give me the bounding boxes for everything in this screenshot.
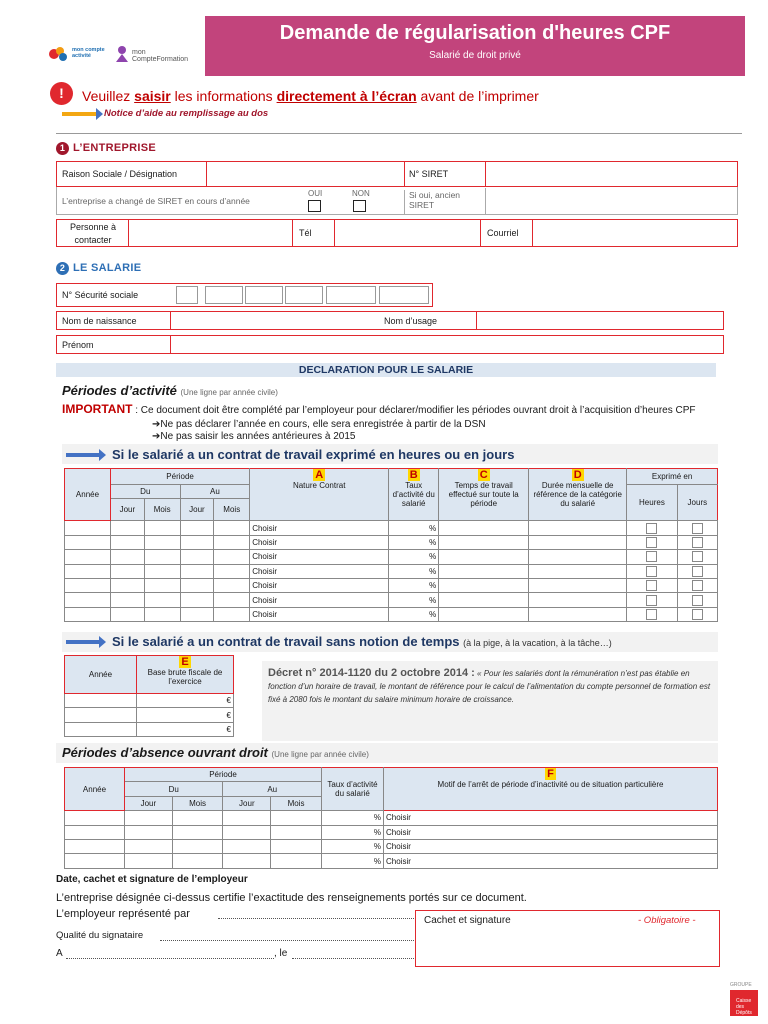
table-row: € xyxy=(65,708,234,722)
personne-label: Personne à contacter xyxy=(69,222,117,245)
usage-input[interactable] xyxy=(476,312,722,329)
personne-input[interactable] xyxy=(128,220,288,246)
oui-checkbox[interactable] xyxy=(308,200,321,212)
table-row: Choisir % xyxy=(65,607,718,621)
page-subtitle: Salarié de droit privé xyxy=(429,50,521,61)
contrat1-title: Si le salarié a un contrat de travail exprimé en heures ou en jours xyxy=(112,447,515,462)
col-nature: A Nature Contrat xyxy=(250,469,389,521)
col-au: Au xyxy=(180,485,250,499)
signature-title: Date, cachet et signature de l’employeur xyxy=(56,874,248,885)
c2-col-annee: Année xyxy=(65,656,137,694)
salarie-title: 2 LE SALARIE xyxy=(56,262,141,275)
logo-left-text: mon compte activité xyxy=(72,47,105,59)
jours-checkbox[interactable] xyxy=(692,609,703,620)
raison-label: Raison Sociale / Désignation xyxy=(62,169,178,179)
nature-select[interactable]: Choisir xyxy=(250,593,389,607)
oui-label: OUI xyxy=(308,189,323,198)
abs-col-periode: Période xyxy=(125,768,322,782)
tel-input[interactable] xyxy=(334,220,478,246)
non-checkbox[interactable] xyxy=(353,200,366,212)
col-taux: B Taux d’activité du salarié xyxy=(389,469,439,521)
col-periode: Période xyxy=(111,469,250,485)
table-row: Choisir % xyxy=(65,578,718,592)
usage-label: Nom d’usage xyxy=(384,315,438,326)
naissance-input[interactable] xyxy=(170,312,378,329)
nature-select[interactable]: Choisir xyxy=(250,607,389,621)
contrat1-arrow xyxy=(66,453,100,457)
col-annee: Année xyxy=(65,469,111,521)
col-jour-du: Jour xyxy=(111,499,145,521)
certifie-text: L’entreprise désignée ci-dessus certifie l’exactitude des renseignements portés sur ce document. xyxy=(56,892,527,904)
col-mois-au: Mois xyxy=(214,499,250,521)
courriel-input[interactable] xyxy=(532,220,737,246)
jours-checkbox[interactable] xyxy=(692,580,703,591)
siret-input[interactable] xyxy=(485,162,737,186)
cdc-logo: Caisse des Dépôts xyxy=(730,990,758,1016)
table-row: % Choisir xyxy=(65,811,718,825)
absence-title: Périodes d’absence ouvrant droit (Une ligne par année civile) xyxy=(62,745,369,760)
contrat2-title: Si le salarié a un contrat de travail sans notion de temps (à la pige, à la vacation, à la tâche…) xyxy=(112,634,612,649)
heures-checkbox[interactable] xyxy=(646,609,657,620)
logo xyxy=(48,42,198,66)
cachet-label: Cachet et signature xyxy=(424,915,511,926)
nature-select[interactable]: Choisir xyxy=(250,564,389,578)
divider xyxy=(56,133,742,134)
table-row: € xyxy=(65,722,234,736)
naissance-label: Nom de naissance xyxy=(62,315,137,326)
table-row: Choisir % xyxy=(65,521,718,535)
col-exprime: Exprimé en xyxy=(627,469,718,485)
abs-col-annee: Année xyxy=(65,768,125,811)
table-row: € xyxy=(65,694,234,708)
notice-link[interactable]: Notice d’aide au remplissage au dos xyxy=(104,108,269,119)
changed-label: L’entreprise a changé de SIRET en cours d’année xyxy=(62,196,250,206)
table-row: Choisir % xyxy=(65,550,718,564)
contrat2-arrow xyxy=(66,640,100,644)
siret-label: N° SIRET xyxy=(404,161,448,187)
nature-select[interactable]: Choisir xyxy=(250,535,389,549)
abs-col-au: Au xyxy=(223,782,322,796)
prenom-label: Prénom xyxy=(62,339,94,350)
table-row: % Choisir xyxy=(65,854,718,868)
secu-box-4[interactable] xyxy=(285,286,323,304)
periodes-title: Périodes d’activité (Une ligne par année civile) xyxy=(62,383,278,398)
a-label: A xyxy=(56,948,63,959)
logo-right-icon xyxy=(114,45,130,63)
motif-select[interactable]: Choisir xyxy=(384,854,718,868)
table-row: % Choisir xyxy=(65,839,718,853)
footer-groupe: GROUPE xyxy=(730,982,752,988)
col-heures: Heures xyxy=(627,485,677,521)
courriel-label: Courriel xyxy=(480,219,519,247)
motif-select[interactable]: Choisir xyxy=(384,839,718,853)
secu-box-3[interactable] xyxy=(245,286,283,304)
table-row: % Choisir xyxy=(65,825,718,839)
secu-box-1[interactable] xyxy=(176,286,198,304)
jours-checkbox[interactable] xyxy=(692,537,703,548)
table-row: Choisir % xyxy=(65,593,718,607)
col-jours: Jours xyxy=(677,485,717,521)
abs-col-taux: Taux d’activité du salarié xyxy=(322,768,384,811)
warning-icon: ! xyxy=(50,82,73,105)
abs-col-mois-du: Mois xyxy=(172,796,223,810)
a-input[interactable] xyxy=(66,958,274,959)
jours-checkbox[interactable] xyxy=(692,566,703,577)
abs-col-motif: F Motif de l’arrêt de période d’inactivité ou de situation particulière xyxy=(384,768,718,811)
col-jour-au: Jour xyxy=(180,499,214,521)
jours-checkbox[interactable] xyxy=(692,551,703,562)
qualite-label: Qualité du signataire xyxy=(56,930,144,941)
page-title: Demande de régularisation d'heures CPF xyxy=(279,22,671,44)
col-mois-du: Mois xyxy=(144,499,180,521)
abs-col-jour-du: Jour xyxy=(125,796,173,810)
secu-box-5[interactable] xyxy=(326,286,376,304)
secu-box-6[interactable] xyxy=(379,286,429,304)
obligatoire-label: - Obligatoire - xyxy=(638,915,696,926)
jours-checkbox[interactable] xyxy=(692,523,703,534)
contrat2-table xyxy=(64,655,234,737)
prenom-input[interactable] xyxy=(170,336,722,353)
le-label: , le xyxy=(274,948,288,959)
logo-left-icon xyxy=(48,45,70,63)
warning-text: Veuillez saisir les informations directement à l’écran avant de l’imprimer xyxy=(82,88,539,104)
col-du: Du xyxy=(111,485,181,499)
notice-arrow xyxy=(62,112,97,116)
represente-label: L’employeur représenté par xyxy=(56,908,190,920)
secu-label: N° Sécurité sociale xyxy=(62,290,139,300)
nature-select[interactable]: Choisir xyxy=(250,578,389,592)
jours-checkbox[interactable] xyxy=(692,595,703,606)
motif-select[interactable]: Choisir xyxy=(384,825,718,839)
table-row: Choisir % xyxy=(65,564,718,578)
raison-input[interactable] xyxy=(206,162,396,186)
entreprise-title: 1 L’ENTREPRISE xyxy=(56,142,156,155)
non-label: NON xyxy=(352,189,370,198)
secu-box-2[interactable] xyxy=(205,286,243,304)
represente-input[interactable] xyxy=(218,918,414,919)
tel-label: Tél xyxy=(292,219,312,247)
table-row: Choisir % xyxy=(65,535,718,549)
abs-col-mois-au: Mois xyxy=(271,796,322,810)
heures-checkbox[interactable] xyxy=(646,595,657,606)
bullet-2: ➔Ne pas saisir les années antérieures à 2015 xyxy=(152,431,356,442)
abs-col-jour-au: Jour xyxy=(223,796,271,810)
contrat1-table xyxy=(64,468,718,622)
heures-checkbox[interactable] xyxy=(646,551,657,562)
heures-checkbox[interactable] xyxy=(646,523,657,534)
bullet-1: ➔Ne pas déclarer l’année en cours, elle sera enregistrée à partir de la DSN xyxy=(152,419,486,430)
absence-table xyxy=(64,767,718,869)
c2-col-base: E Base brute fiscale de l’exercice xyxy=(137,656,234,694)
logo-right-text: mon CompteFormation xyxy=(132,49,189,63)
important-text: IMPORTANT : Ce document doit être complété par l’employeur pour déclarer/modifier les périodes ouvrant droit à l’acquisition d’heures CPF xyxy=(62,402,696,416)
col-duree: D Durée mensuelle de référence de la catégorie du salarié xyxy=(529,469,627,521)
col-temps: C Temps de travail effectué sur toute la période xyxy=(439,469,529,521)
qualite-input[interactable] xyxy=(160,940,414,941)
le-input[interactable] xyxy=(292,958,414,959)
ancien-siret-input[interactable] xyxy=(485,188,737,214)
nature-select[interactable]: Choisir xyxy=(250,550,389,564)
ancien-siret-label: Si oui, ancien SIRET xyxy=(404,190,479,214)
nature-select[interactable]: Choisir xyxy=(250,521,389,535)
abs-col-du: Du xyxy=(125,782,223,796)
heures-checkbox[interactable] xyxy=(646,566,657,577)
heures-checkbox[interactable] xyxy=(646,537,657,548)
header-banner xyxy=(205,16,745,76)
heures-checkbox[interactable] xyxy=(646,580,657,591)
motif-select[interactable]: Choisir xyxy=(384,811,718,825)
declaration-band: DECLARATION POUR LE SALARIE xyxy=(56,363,716,377)
decret-text: Décret n° 2014-1120 du 2 octobre 2014 : « Pour les salariés dont la rémunération n’est pas établie en fonction d’un horaire de travail, le montant de référence pour le calcul de l’alimentation du compte personnel de formation est fixé à 2080 fois le montant du salaire minimum horaire de croissance. xyxy=(268,667,711,704)
